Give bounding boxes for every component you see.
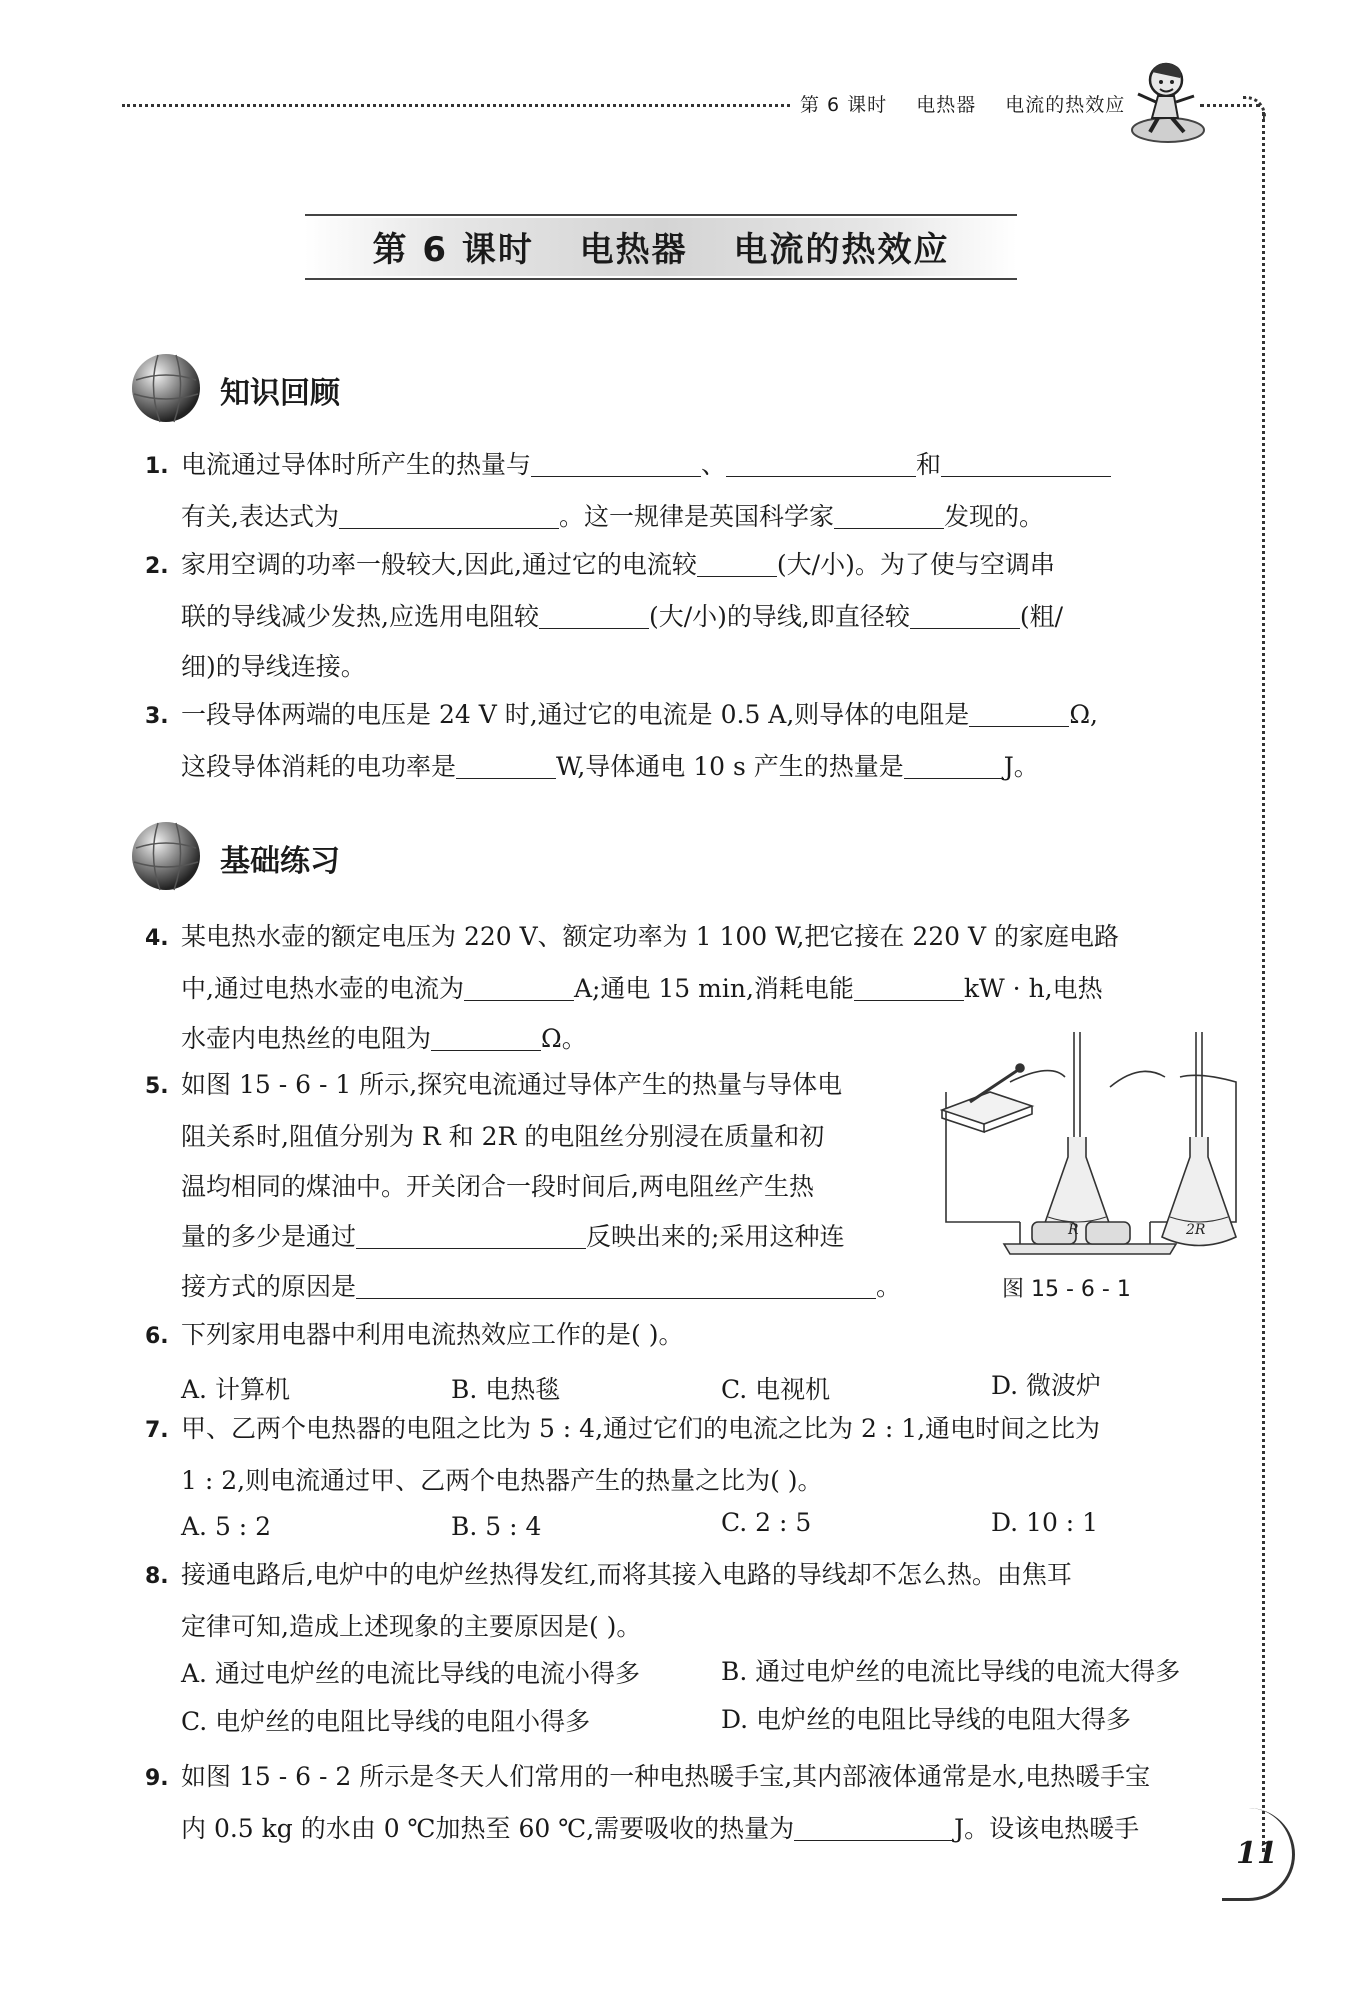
option-d[interactable]: D. 微波炉	[991, 1371, 1102, 1400]
question-8	[145, 1550, 1072, 1652]
answer-blank[interactable]	[910, 598, 1020, 629]
answer-blank[interactable]	[794, 1810, 954, 1841]
question-2	[145, 540, 1063, 692]
question-5	[145, 1060, 901, 1312]
q4-text-f: Ω。	[541, 1024, 587, 1053]
question-number: 7.	[145, 1418, 169, 1443]
q1-text-a: 电流通过导体时所产生的热量与	[181, 450, 532, 479]
q9-line2b: J。设该电热暖手	[954, 1814, 1140, 1843]
option-b[interactable]: B. 通过电炉丝的电流比导线的电流大得多	[721, 1657, 1181, 1686]
option-d[interactable]: D. 10 : 1	[991, 1508, 1099, 1537]
globe-icon	[128, 818, 204, 894]
option-c[interactable]: C. 2 : 5	[721, 1508, 812, 1537]
question-number: 3.	[145, 704, 169, 729]
header-topic1: 电热器	[916, 94, 977, 116]
q4-text-e: 水壶内电热丝的电阻为	[181, 1024, 432, 1053]
question-number: 6.	[145, 1324, 169, 1349]
question-number: 1.	[145, 454, 169, 479]
answer-blank[interactable]	[464, 970, 574, 1001]
mascot-icon	[1128, 58, 1208, 148]
header-topic2: 电流的热效应	[1005, 94, 1126, 116]
title-rule-bottom	[305, 278, 1017, 280]
lesson-title-banner	[305, 214, 1017, 280]
question-number: 2.	[145, 554, 169, 579]
q4-text-b: 中,通过电热水壶的电流为	[181, 974, 464, 1003]
q4-text-a: 某电热水壶的额定电压为 220 V、额定功率为 1 100 W,把它接在 220 V 的家庭电路	[181, 922, 1120, 951]
option-d[interactable]: D. 电炉丝的电阻比导线的电阻大得多	[721, 1705, 1132, 1734]
answer-blank[interactable]	[726, 446, 916, 477]
q8-line2: 定律可知,造成上述现象的主要原因是( )。	[181, 1612, 642, 1641]
q9-line2a: 内 0.5 kg 的水由 0 ℃加热至 60 ℃,需要吸收的热量为	[181, 1814, 795, 1843]
question-1	[145, 440, 1111, 542]
q2-text-e: (粗/	[1019, 602, 1064, 631]
q3-text-c: 这段导体消耗的电功率是	[181, 752, 457, 781]
answer-blank[interactable]	[456, 748, 556, 779]
q8-line1: 接通电路后,电炉中的电炉丝热得发红,而将其接入电路的导线却不怎么热。由焦耳	[181, 1560, 1072, 1589]
q4-text-d: kW · h,电热	[963, 974, 1103, 1003]
q9-line1: 如图 15 - 6 - 2 所示是冬天人们常用的一种电热暖手宝,其内部液体通常是水,电热暖手宝	[181, 1762, 1151, 1791]
q1-text-e: 。这一规律是英国科学家	[558, 502, 834, 531]
header-lesson: 第 6 课时	[800, 94, 888, 116]
q5-line5b: 。	[876, 1272, 902, 1301]
title-part3: 电流的热效应	[733, 230, 950, 270]
q3-text-a: 一段导体两端的电压是 24 V 时,通过它的电流是 0.5 A,则导体的电阻是	[181, 700, 970, 729]
page-number: 11	[1236, 1836, 1278, 1871]
globe-icon	[128, 350, 204, 426]
answer-blank[interactable]	[854, 970, 964, 1001]
q7-line2: 1 : 2,则电流通过甲、乙两个电热器产生的热量之比为( )。	[181, 1466, 823, 1495]
q6-stem: 下列家用电器中利用电流热效应工作的是( )。	[181, 1320, 684, 1349]
question-number: 8.	[145, 1564, 169, 1589]
answer-blank[interactable]	[941, 446, 1111, 477]
question-number: 4.	[145, 926, 169, 951]
option-c[interactable]: C. 电视机	[721, 1375, 831, 1404]
q5-line5a: 接方式的原因是	[181, 1272, 357, 1301]
lesson-title	[305, 222, 1017, 271]
q5-line4b: 反映出来的;采用这种连	[586, 1222, 845, 1251]
answer-blank[interactable]	[539, 598, 649, 629]
option-c[interactable]: C. 电炉丝的电阻比导线的电阻小得多	[181, 1707, 591, 1736]
q1-text-b: 、	[701, 450, 727, 479]
q2-text-d: (大/小)的导线,即直径较	[648, 602, 910, 631]
question-number: 5.	[145, 1074, 169, 1099]
q2-text-c: 联的导线减少发热,应选用电阻较	[181, 602, 539, 631]
q5-line3: 温均相同的煤油中。开关闭合一段时间后,两电阻丝产生热	[181, 1172, 814, 1201]
question-6	[145, 1310, 683, 1362]
header-dotted-rule	[122, 104, 790, 107]
q1-text-f: 发现的。	[943, 502, 1044, 531]
experiment-figure	[940, 1022, 1240, 1272]
option-a[interactable]: A. 通过电炉丝的电流比导线的电流小得多	[181, 1659, 640, 1688]
answer-blank[interactable]	[356, 1268, 876, 1299]
answer-blank[interactable]	[339, 498, 559, 529]
q2-text-a: 家用空调的功率一般较大,因此,通过它的电流较	[181, 550, 697, 579]
q1-text-c: 和	[916, 450, 942, 479]
q4-text-c: A;通电 15 min,消耗电能	[573, 974, 854, 1003]
q5-line4a: 量的多少是通过	[181, 1222, 357, 1251]
section-review-title: 知识回顾	[220, 376, 340, 411]
q5-line1: 如图 15 - 6 - 1 所示,探究电流通过导体产生的热量与导体电	[181, 1070, 843, 1099]
title-part1: 第 6 课时	[372, 230, 534, 270]
answer-blank[interactable]	[531, 446, 701, 477]
q5-line2: 阻关系时,阻值分别为 R 和 2R 的电阻丝分别浸在质量和初	[181, 1122, 825, 1151]
answer-blank[interactable]	[834, 498, 944, 529]
q3-text-b: Ω,	[1069, 700, 1098, 729]
figure-label-2r: 2R	[1186, 1222, 1206, 1238]
option-a[interactable]: A. 计算机	[181, 1375, 290, 1404]
option-b[interactable]: B. 电热毯	[451, 1375, 561, 1404]
figure-caption: 图 15 - 6 - 1	[1002, 1277, 1131, 1302]
answer-blank[interactable]	[969, 696, 1069, 727]
question-3	[145, 690, 1098, 792]
answer-blank[interactable]	[431, 1020, 541, 1051]
q2-text-f: 细)的导线连接。	[181, 652, 366, 681]
margin-dotted-rule	[1262, 112, 1265, 1852]
answer-blank[interactable]	[356, 1218, 586, 1249]
figure-label-r: R	[1068, 1222, 1079, 1238]
question-number: 9.	[145, 1766, 169, 1791]
title-rule-top	[305, 214, 1017, 216]
question-9	[145, 1752, 1150, 1854]
q3-text-e: J。	[1003, 752, 1039, 781]
q3-text-d: W,导体通电 10 s 产生的热量是	[556, 752, 904, 781]
option-a[interactable]: A. 5 : 2	[181, 1512, 272, 1541]
question-7	[145, 1404, 1100, 1506]
option-b[interactable]: B. 5 : 4	[451, 1512, 542, 1541]
answer-blank[interactable]	[904, 748, 1004, 779]
answer-blank[interactable]	[697, 546, 777, 577]
running-header	[800, 90, 1147, 117]
q7-line1: 甲、乙两个电热器的电阻之比为 5 : 4,通过它们的电流之比为 2 : 1,通电时间之比为	[181, 1414, 1101, 1443]
q2-text-b: (大/小)。为了使与空调串	[776, 550, 1055, 579]
title-part2: 电热器	[579, 230, 688, 270]
q1-text-d: 有关,表达式为	[181, 502, 339, 531]
section-practice-title: 基础练习	[220, 844, 340, 879]
